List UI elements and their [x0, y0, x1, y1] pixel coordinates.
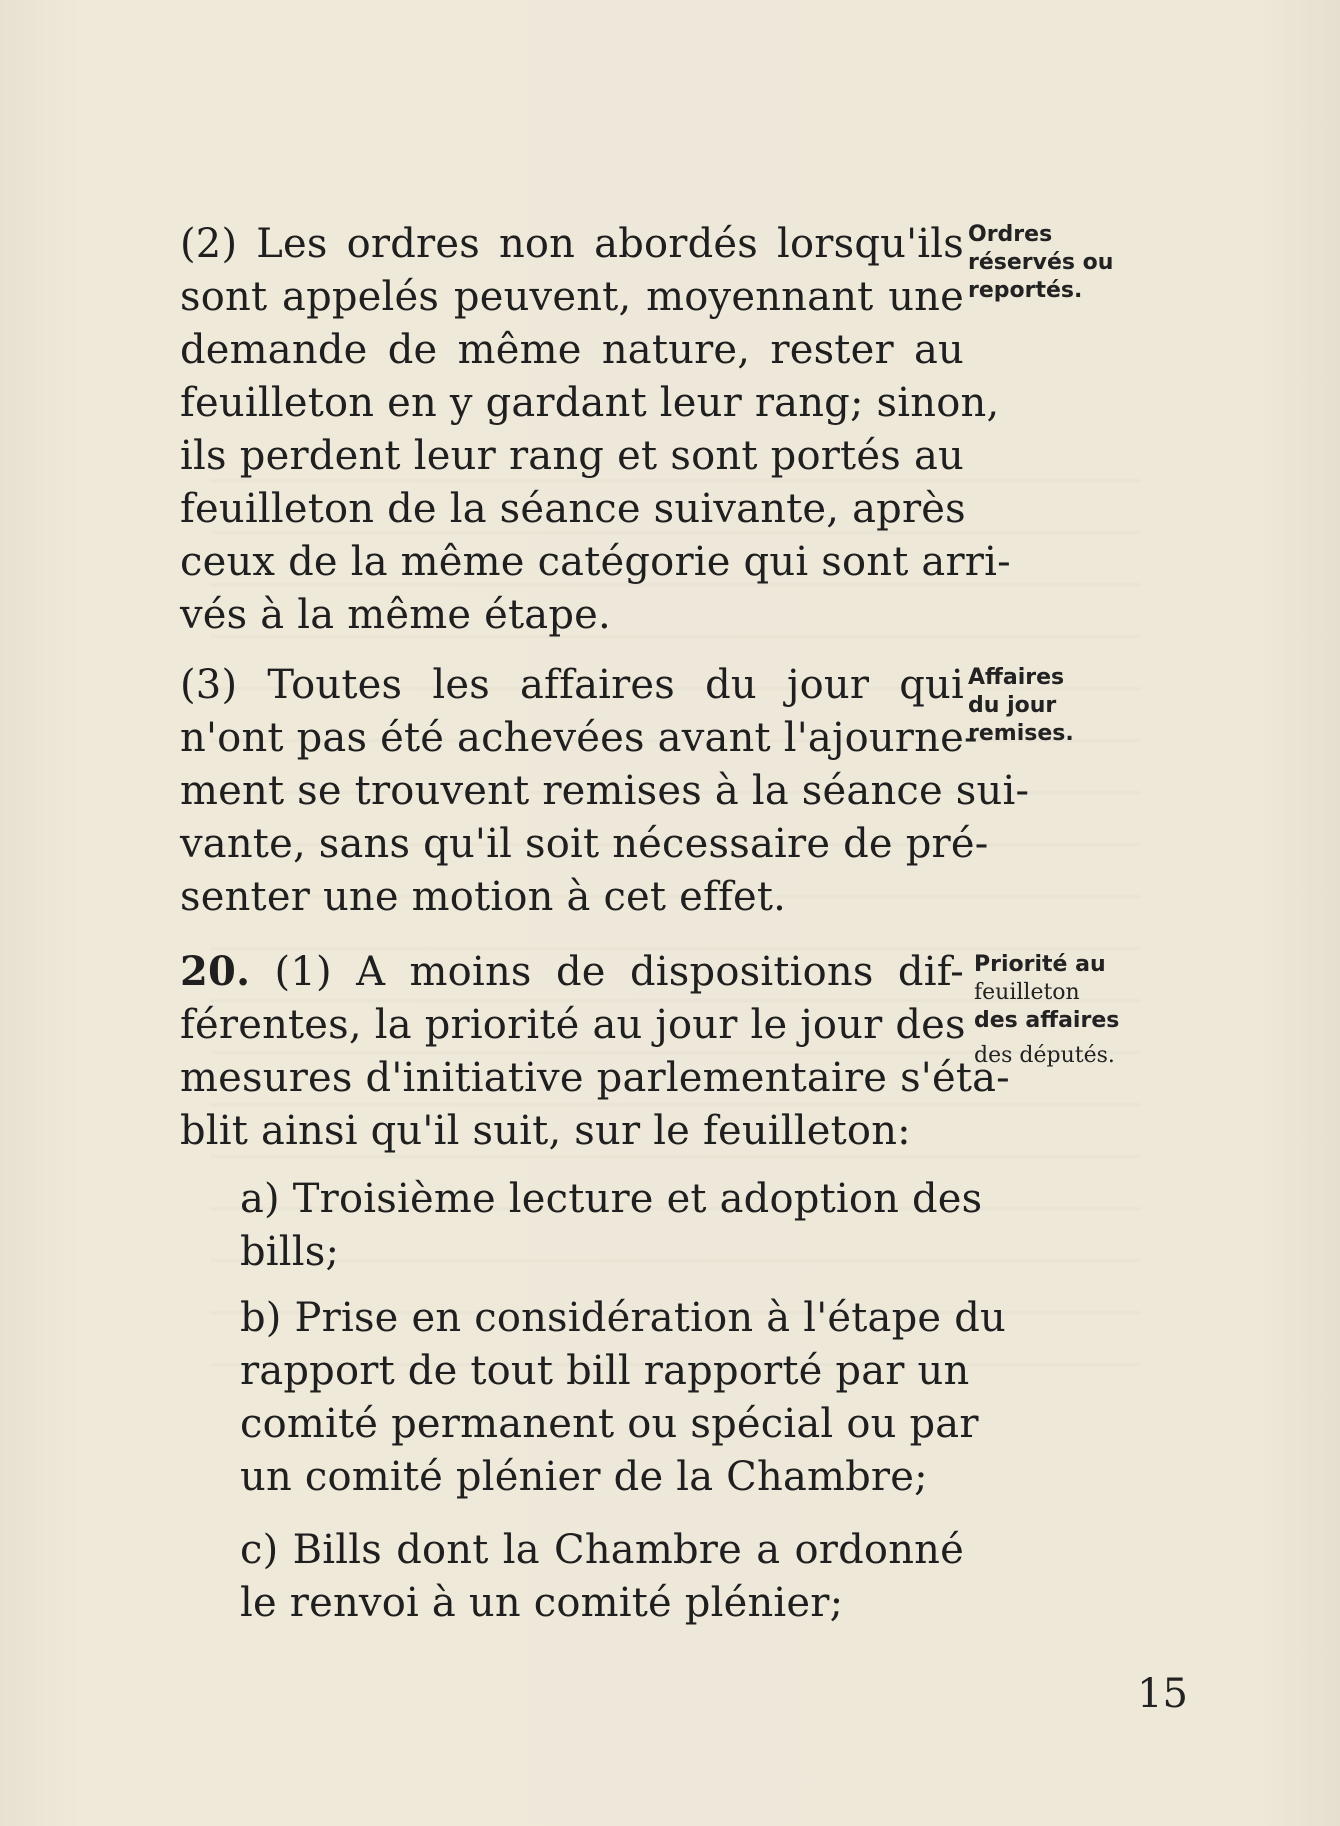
paragraph-2-line-3: demande de même nature, rester au: [180, 327, 964, 373]
page-number: 15: [1137, 1671, 1188, 1717]
paragraph-3-line-3: ment se trouvent remises à la séance sui-: [180, 768, 1030, 814]
item-a-line-2: bills;: [240, 1229, 340, 1275]
margin-note-priorite-line-1: Priorité au: [974, 952, 1106, 977]
section-20-number: 20.: [180, 948, 251, 995]
section-20-first-text: (1) A moins de dispositions dif-: [250, 949, 964, 995]
item-b-line-3: comité permanent ou spécial ou par: [240, 1401, 979, 1447]
paragraph-3-line-4: vante, sans qu'il soit nécessaire de pré-: [180, 821, 989, 867]
margin-note-priorite-line-2: feuilleton: [974, 980, 1080, 1005]
item-c-line-2: le renvoi à un comité plénier;: [240, 1580, 844, 1626]
item-c-line-1: c) Bills dont la Chambre a ordonné: [240, 1527, 964, 1573]
item-b-line-1: b) Prise en considération à l'étape du: [240, 1295, 1006, 1341]
item-a-line-1: a) Troisième lecture et adoption des: [240, 1176, 983, 1222]
paragraph-2-line-8: vés à la même étape.: [180, 592, 611, 638]
margin-note-affaires-line-1: Affaires: [968, 665, 1065, 690]
paragraph-2-line-7: ceux de la même catégorie qui sont arri-: [180, 539, 1011, 585]
margin-note-priorite-line-3: des affaires: [974, 1008, 1120, 1033]
paragraph-3-line-5: senter une motion à cet effet.: [180, 874, 787, 920]
margin-note-ordres-line-3: reportés.: [968, 278, 1083, 303]
paragraph-2-line-6: feuilleton de la séance suivante, après: [180, 486, 966, 532]
paragraph-2-line-4: feuilleton en y gardant leur rang; sinon,: [180, 380, 1000, 426]
paragraph-2-line-2: sont appelés peuvent, moyennant une: [180, 274, 964, 320]
paragraph-3-line-1: (3) Toutes les affaires du jour qui: [180, 662, 964, 708]
item-b-line-2: rapport de tout bill rapporté par un: [240, 1348, 970, 1394]
paragraph-2-line-1: (2) Les ordres non abordés lorsqu'ils: [180, 221, 964, 267]
margin-note-priorite-line-4: des députés.: [974, 1043, 1115, 1068]
paragraph-2-line-5: ils perdent leur rang et sont portés au: [180, 433, 964, 479]
margin-note-affaires-line-3: remises.: [968, 721, 1074, 746]
section-20-first-line: [180, 946, 964, 998]
margin-note-ordres-line-1: Ordres: [968, 222, 1053, 247]
section-20-line-3: mesures d'initiative parlementaire s'éta-: [180, 1055, 1010, 1101]
item-b-line-4: un comité plénier de la Chambre;: [240, 1454, 928, 1500]
section-20-line-2: férentes, la priorité au jour le jour des: [180, 1002, 966, 1048]
paragraph-3-line-2: n'ont pas été achevées avant l'ajourne-: [180, 715, 978, 761]
margin-note-affaires-line-2: du jour: [968, 693, 1057, 718]
section-20-line-4: blit ainsi qu'il suit, sur le feuilleton:: [180, 1108, 911, 1154]
margin-note-ordres-line-2: réservés ou: [968, 250, 1114, 275]
